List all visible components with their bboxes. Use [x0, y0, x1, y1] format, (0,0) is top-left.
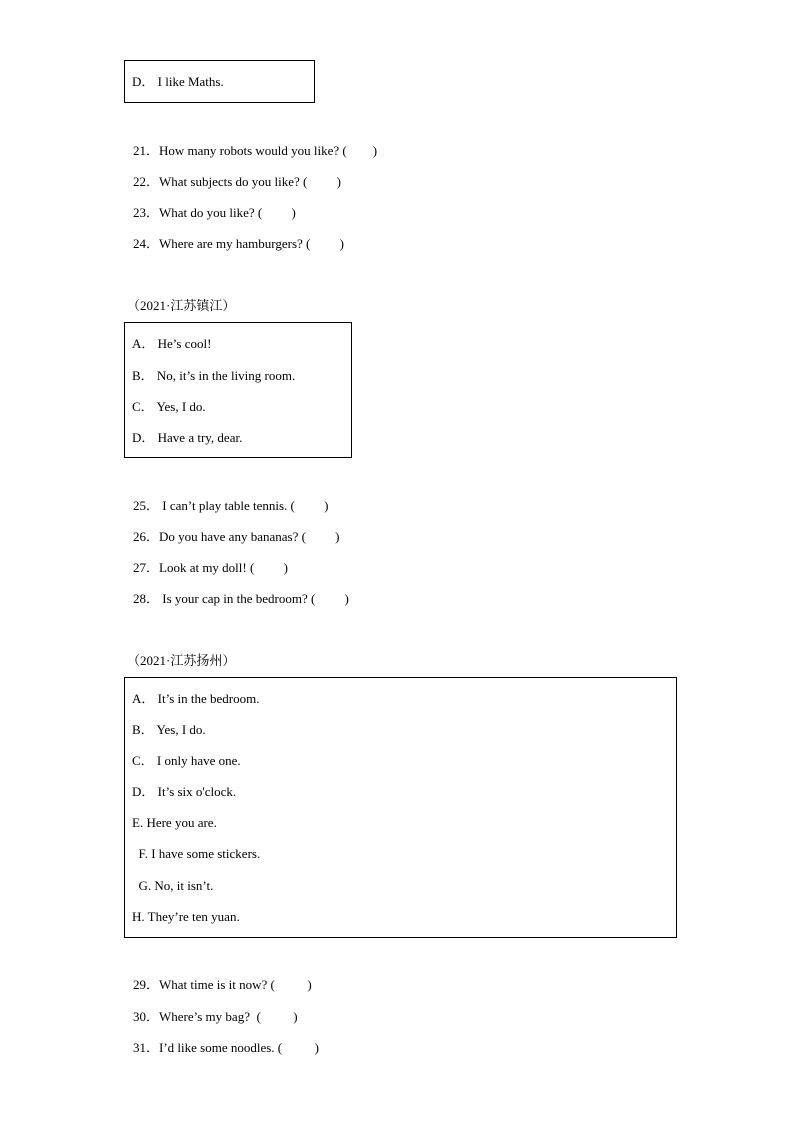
question-29: 29．What time is it now? ( )	[133, 977, 312, 992]
option-a: A． It’s in the bedroom.	[132, 691, 260, 706]
option-d: D． Have a try, dear.	[132, 430, 243, 445]
question-23: 23．What do you like? ( )	[133, 205, 296, 220]
question-25: 25． I can’t play table tennis. ( )	[133, 498, 329, 513]
option-d: D． It’s six o'clock.	[132, 784, 237, 799]
option-e: E. Here you are.	[132, 815, 217, 830]
option-d: D． I like Maths.	[132, 74, 224, 89]
question-21: 21．How many robots would you like? ( )	[133, 143, 378, 158]
options-box-top	[124, 60, 315, 103]
option-c: C． Yes, I do.	[132, 399, 206, 414]
question-24: 24．Where are my hamburgers? ( )	[133, 236, 344, 251]
question-30: 30．Where’s my bag? ( )	[133, 1009, 298, 1024]
question-26: 26．Do you have any bananas? ( )	[133, 529, 340, 544]
section-heading-zhenjiang: （2021·江苏镇江）	[127, 298, 236, 313]
section-heading-yangzhou: （2021·江苏扬州）	[127, 653, 236, 668]
option-g: G. No, it isn’t.	[132, 878, 214, 893]
option-h: H. They’re ten yuan.	[132, 909, 240, 924]
option-c: C． I only have one.	[132, 753, 241, 768]
option-a: A． He’s cool!	[132, 336, 212, 351]
options-box-yangzhou	[124, 677, 677, 938]
options-box-zhenjiang	[124, 322, 352, 458]
option-f: F. I have some stickers.	[132, 846, 261, 861]
option-b: B． No, it’s in the living room.	[132, 368, 296, 383]
question-27: 27．Look at my doll! ( )	[133, 560, 288, 575]
question-31: 31．I’d like some noodles. ( )	[133, 1040, 319, 1055]
option-b: B． Yes, I do.	[132, 722, 206, 737]
question-28: 28． Is your cap in the bedroom? ( )	[133, 591, 349, 606]
question-22: 22．What subjects do you like? ( )	[133, 174, 341, 189]
